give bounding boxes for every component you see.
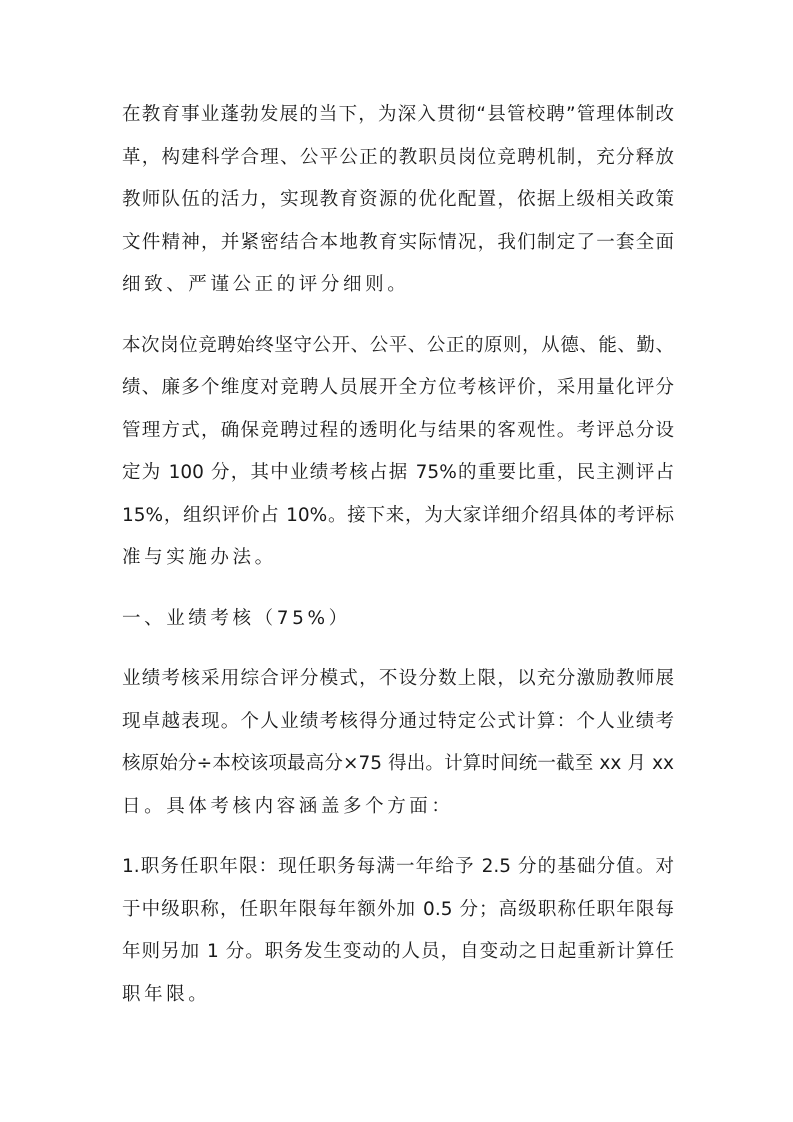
text-line: 绩、廉多个维度对竞聘人员展开全方位考核评价，采用量化评分 [122,377,674,398]
text-line: 1.职务任职年限：现任职务每满一年给予 2.5 分的基础分值。对 [122,856,674,877]
text-line: 准与实施办法。 [122,547,277,568]
text-line: 革，构建科学合理、公平公正的教职员岗位竞聘机制，充分释放 [122,146,674,168]
text-line: 业绩考核采用综合评分模式，不设分数上限，以充分激励教师展 [122,668,674,689]
section-heading [122,598,674,641]
text-line: 职年限。 [122,983,211,1005]
principles-paragraph [122,325,674,580]
document-body [122,94,674,1034]
text-line: 核原始分÷本校该项最高分×75 得出。计算时间统一截至 xx 月 xx [122,753,674,774]
text-line: 15%，组织评价占 10%。接下来，为大家详细介绍具体的考评标 [122,504,674,526]
text-line: 教师队伍的活力，实现教育资源的优化配置，依据上级相关政策 [122,189,674,210]
text-line: 现卓越表现。个人业绩考核得分通过特定公式计算：个人业绩考 [122,710,674,732]
text-line: 本次岗位竞聘始终坚守公开、公平、公正的原则，从德、能、勤、 [122,334,674,356]
text-line: 文件精神，并紧密结合本地教育实际情况，我们制定了一套全面 [122,231,674,253]
text-line: 管理方式，确保竞聘过程的透明化与结果的客观性。考评总分设 [122,419,674,441]
list-item-tenure [122,846,674,1016]
text-line: 年则另加 1 分。职务发生变动的人员，自变动之日起重新计算任 [122,941,674,962]
intro-paragraph [122,94,674,307]
text-line: 细致、严谨公正的评分细则。 [122,274,410,295]
text-line: 日。具体考核内容涵盖多个方面： [122,795,454,817]
text-line: 在教育事业蓬勃发展的当下，为深入贯彻“县管校聘”管理体制改 [122,104,674,125]
text-line: 于中级职称，任职年限每年额外加 0.5 分；高级职称任职年限每 [122,898,674,920]
text-line: 定为 100 分，其中业绩考核占据 75%的重要比重，民主测评占 [122,462,674,483]
performance-paragraph [122,658,674,828]
heading-text: 一、业绩考核（75%） [122,607,351,629]
